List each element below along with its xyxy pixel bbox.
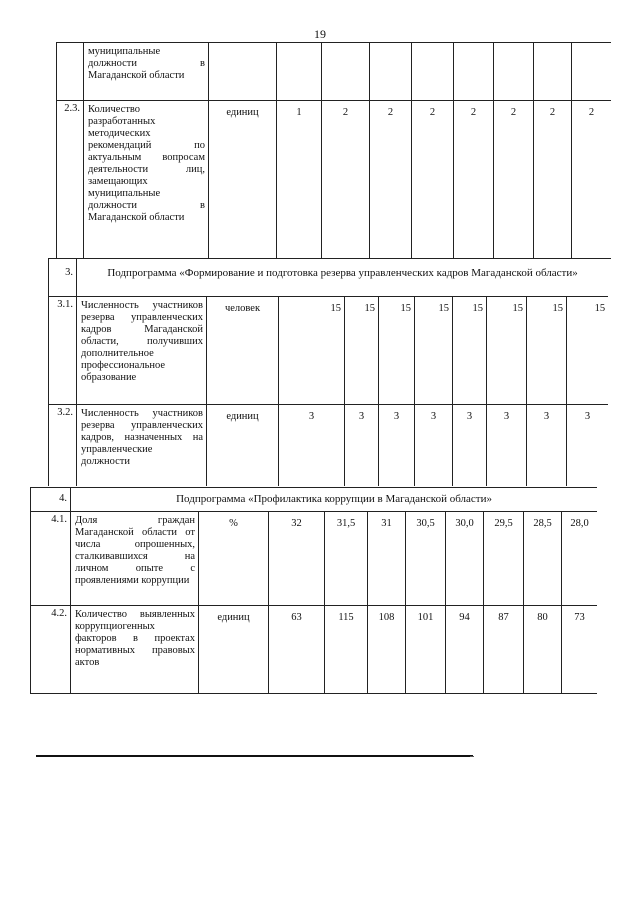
page-number: 19 bbox=[314, 27, 326, 41]
row-number: 4. bbox=[31, 488, 71, 512]
row-number: 3.2. bbox=[49, 405, 77, 487]
value-cell: 30,0 bbox=[446, 512, 484, 606]
row-number: 3.1. bbox=[49, 297, 77, 405]
value-cell bbox=[572, 43, 612, 101]
table-row bbox=[57, 43, 612, 101]
footer-rule-mark bbox=[470, 756, 474, 757]
value-cell bbox=[412, 43, 454, 101]
value-cell: 2 bbox=[572, 101, 612, 259]
value-cell: 31,5 bbox=[325, 512, 368, 606]
indicator-name: Количество разработанных методических рекомендаций по актуальным вопросам деятельности лиц, замещающих муниципальные должности в Магаданской области bbox=[84, 101, 209, 259]
value-cell: 28,0 bbox=[562, 512, 598, 606]
value-cell bbox=[370, 43, 412, 101]
value-cell: 30,5 bbox=[406, 512, 446, 606]
indicator-name: Численность участников резерва управленческих кадров Магаданской области, получивших дополнительное профессиональное образование bbox=[77, 297, 207, 405]
table-row bbox=[49, 297, 609, 405]
value-cell: 15 bbox=[345, 297, 379, 405]
value-cell: 2 bbox=[454, 101, 494, 259]
value-cell: 15 bbox=[379, 297, 415, 405]
value-cell: 28,5 bbox=[524, 512, 562, 606]
indicator-name: Количество выявленных коррупциогенных факторов в проектах нормативных правовых актов bbox=[71, 606, 199, 694]
row-number: 4.2. bbox=[31, 606, 71, 694]
indicator-name: Численность участников резерва управленческих кадров, назначенных на управленческие должности bbox=[77, 405, 207, 487]
value-cell: 2 bbox=[494, 101, 534, 259]
row-number: 3. bbox=[49, 259, 77, 297]
value-cell: 3 bbox=[527, 405, 567, 487]
value-cell bbox=[534, 43, 572, 101]
value-cell bbox=[322, 43, 370, 101]
indicator-table bbox=[30, 487, 597, 694]
value-cell: 3 bbox=[279, 405, 345, 487]
value-cell: 94 bbox=[446, 606, 484, 694]
value-cell: 29,5 bbox=[484, 512, 524, 606]
value-cell: 2 bbox=[412, 101, 454, 259]
unit-cell: единиц bbox=[207, 405, 279, 487]
value-cell: 1 bbox=[277, 101, 322, 259]
subprogram-title: Подпрограмма «Формирование и подготовка резерва управленческих кадров Магаданской области» bbox=[77, 259, 609, 297]
subprogram-header-row bbox=[49, 259, 609, 297]
value-cell: 15 bbox=[487, 297, 527, 405]
value-cell: 108 bbox=[368, 606, 406, 694]
value-cell: 2 bbox=[322, 101, 370, 259]
value-cell: 115 bbox=[325, 606, 368, 694]
value-cell bbox=[494, 43, 534, 101]
value-cell: 87 bbox=[484, 606, 524, 694]
value-cell: 2 bbox=[370, 101, 412, 259]
value-cell: 15 bbox=[415, 297, 453, 405]
value-cell bbox=[454, 43, 494, 101]
value-cell: 3 bbox=[415, 405, 453, 487]
value-cell: 15 bbox=[279, 297, 345, 405]
table-segment-2 bbox=[48, 258, 608, 486]
value-cell: 3 bbox=[567, 405, 609, 487]
value-cell bbox=[277, 43, 322, 101]
table-row bbox=[57, 101, 612, 259]
value-cell: 3 bbox=[345, 405, 379, 487]
table-row bbox=[49, 405, 609, 487]
indicator-name: Доля граждан Магаданской области от числа опрошенных, сталкивавшихся на личном опыте с проявлениями коррупции bbox=[71, 512, 199, 606]
table-segment-1 bbox=[56, 42, 611, 259]
row-number: 4.1. bbox=[31, 512, 71, 606]
value-cell: 3 bbox=[487, 405, 527, 487]
unit-cell: единиц bbox=[209, 101, 277, 259]
value-cell: 63 bbox=[269, 606, 325, 694]
unit-cell: человек bbox=[207, 297, 279, 405]
subprogram-header-row bbox=[31, 488, 598, 512]
subprogram-title: Подпрограмма «Профилактика коррупции в Магаданской области» bbox=[71, 488, 598, 512]
value-cell: 73 bbox=[562, 606, 598, 694]
table-segment-3 bbox=[30, 487, 597, 697]
table-row bbox=[31, 512, 598, 606]
table-row bbox=[31, 606, 598, 694]
unit-cell: единиц bbox=[199, 606, 269, 694]
value-cell: 2 bbox=[534, 101, 572, 259]
unit-cell: % bbox=[199, 512, 269, 606]
value-cell: 15 bbox=[567, 297, 609, 405]
footer-rule bbox=[36, 755, 473, 757]
value-cell: 15 bbox=[527, 297, 567, 405]
value-cell: 3 bbox=[379, 405, 415, 487]
row-number bbox=[57, 43, 84, 101]
value-cell: 101 bbox=[406, 606, 446, 694]
value-cell: 80 bbox=[524, 606, 562, 694]
value-cell: 3 bbox=[453, 405, 487, 487]
value-cell: 15 bbox=[453, 297, 487, 405]
indicator-table bbox=[48, 258, 608, 486]
value-cell: 31 bbox=[368, 512, 406, 606]
indicator-name: муниципальные должности в Магаданской области bbox=[84, 43, 209, 101]
unit-cell bbox=[209, 43, 277, 101]
row-number: 2.3. bbox=[57, 101, 84, 259]
value-cell: 32 bbox=[269, 512, 325, 606]
indicator-table bbox=[56, 42, 611, 259]
